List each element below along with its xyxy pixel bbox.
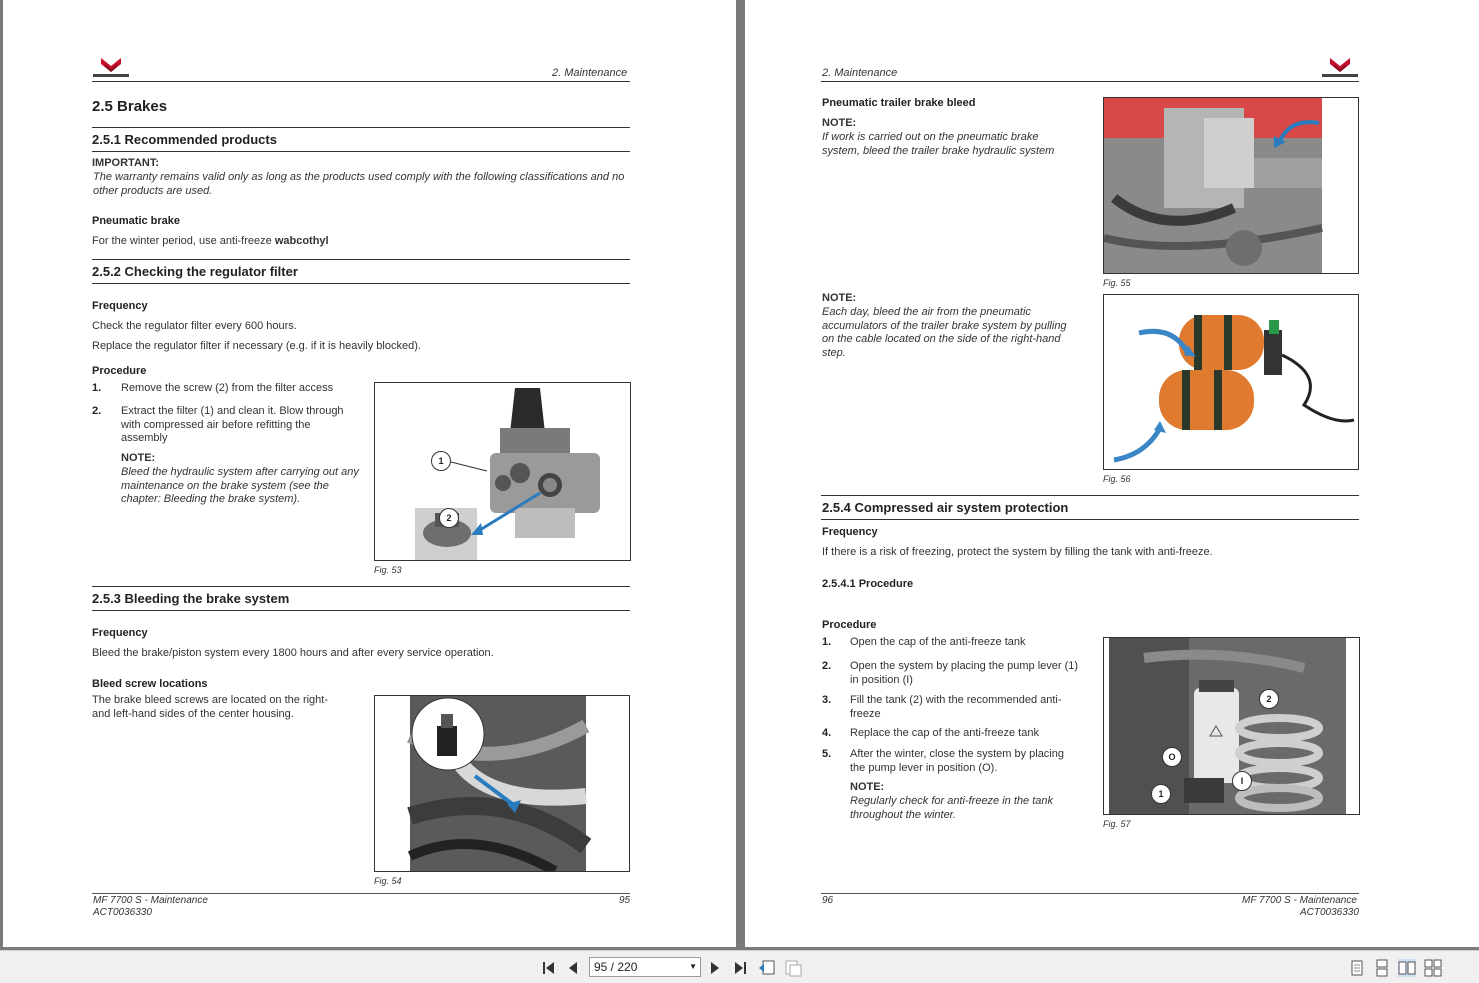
antifreeze-tank-image (1104, 638, 1359, 814)
figure-56-air-accumulators (1103, 294, 1359, 470)
figure-55-trailer-brake (1103, 97, 1359, 274)
subsection-title-251: 2.5.1 Recommended products (92, 132, 277, 147)
divider (92, 610, 630, 611)
step-text: After the winter, close the system by placing the pump lever in position (O). (850, 748, 1064, 774)
last-page-icon[interactable] (731, 959, 749, 977)
go-forward-view-icon[interactable] (784, 959, 802, 977)
callout-I: I (1232, 771, 1252, 791)
step-number: 2. (822, 660, 832, 672)
divider (821, 519, 1359, 520)
footer-code: ACT0036330 (93, 907, 152, 918)
figure-caption: Fig. 57 (1103, 819, 1131, 829)
figure-53-regulator-filter (374, 382, 631, 561)
page-number: 96 (822, 895, 834, 906)
massey-ferguson-logo (91, 56, 131, 78)
footer-model: MF 7700 S - Maintenance (1242, 895, 1357, 906)
bleed-screw-image (375, 696, 629, 871)
footer-rule (92, 893, 630, 894)
callout-1: 1 (1151, 784, 1171, 804)
note-label: NOTE: (822, 292, 857, 304)
previous-page-icon[interactable] (564, 959, 582, 977)
divider (92, 259, 630, 260)
figure-54-bleed-screw (374, 695, 630, 872)
subsection-title-253: 2.5.3 Bleeding the brake system (92, 591, 290, 606)
first-page-icon[interactable] (540, 959, 558, 977)
bleed-screw-text: The brake bleed screws are located on the right- and left-hand sides of the center housing. (92, 694, 329, 720)
frequency-title: Frequency (92, 300, 148, 312)
note-text: If work is carried out on the pneumatic brake system, bleed the trailer brake hydraulic system (822, 131, 1055, 157)
step-text: Replace the cap of the anti-freeze tank (850, 727, 1039, 739)
frequency-text: Replace the regulator filter if necessary (e.g. if it is heavily blocked). (92, 340, 421, 352)
two-page-continuous-icon[interactable] (1424, 959, 1442, 977)
frequency-text: If there is a risk of freezing, protect the system by filling the tank with anti-freeze. (822, 546, 1213, 558)
step-number: 1. (822, 636, 832, 648)
regulator-filter-image (375, 383, 630, 560)
subsection-title-252: 2.5.2 Checking the regulator filter (92, 264, 298, 279)
frequency-title: Frequency (92, 627, 148, 639)
step-number: 2. (92, 405, 102, 417)
procedure-title: Procedure (822, 619, 877, 631)
bleed-screw-title: Bleed screw locations (92, 678, 208, 690)
callout-2: 2 (1259, 689, 1279, 709)
note-text: Each day, bleed the air from the pneumatic accumulators of the trailer brake system by pulling on the cable located on the side of the right-hand step. (822, 306, 1067, 359)
divider (92, 283, 630, 284)
go-back-view-icon[interactable] (758, 959, 776, 977)
note-text: Regularly check for anti-freeze in the tank throughout the winter. (850, 795, 1053, 821)
important-label: IMPORTANT: (92, 157, 160, 169)
callout-1: 1 (431, 451, 451, 471)
single-page-view-icon[interactable] (1348, 959, 1366, 977)
divider (92, 586, 630, 587)
subsection-title-254: 2.5.4 Compressed air system protection (822, 500, 1069, 515)
step-number: 3. (822, 694, 832, 706)
subsubsection-title-2541: 2.5.4.1 Procedure (822, 578, 914, 590)
page-indicator-text: 95 / 220 (594, 960, 638, 974)
callout-O: O (1162, 747, 1182, 767)
figure-caption: Fig. 53 (374, 565, 402, 575)
section-title: 2.5 Brakes (92, 98, 168, 115)
trailer-brake-valve-image (1104, 98, 1358, 273)
divider (92, 151, 630, 152)
massey-ferguson-logo (1320, 56, 1360, 78)
note-label: NOTE: (121, 452, 156, 464)
frequency-text: Bleed the brake/piston system every 1800 hours and after every service operation. (92, 647, 494, 659)
divider (92, 127, 630, 128)
continuous-view-icon[interactable] (1373, 959, 1391, 977)
page-number: 95 (619, 895, 631, 906)
footer-rule (821, 893, 1359, 894)
pneumatic-brake-title: Pneumatic brake (92, 215, 181, 227)
trailer-brake-title: Pneumatic trailer brake bleed (822, 97, 976, 109)
pneumatic-brake-text: For the winter period, use anti-freeze wabcothyl (92, 235, 329, 247)
step-text: Open the system by placing the pump lever (1) in position (I) (850, 660, 1079, 686)
footer-model: MF 7700 S - Maintenance (93, 895, 208, 906)
chapter-header: 2. Maintenance (822, 67, 898, 79)
air-accumulators-image (1104, 295, 1358, 469)
next-page-icon[interactable] (706, 959, 724, 977)
step-text: Fill the tank (2) with the recommended anti-freeze (850, 694, 1062, 720)
note-label: NOTE: (822, 117, 857, 129)
note-text: Bleed the hydraulic system after carrying out any maintenance on the brake system (see the chapter: Bleeding the brake system). (121, 466, 359, 505)
header-rule (821, 81, 1359, 82)
figure-caption: Fig. 56 (1103, 474, 1131, 484)
important-text: The warranty remains valid only as long as the products used comply with the following classifications and no other products are used. (93, 171, 625, 197)
navigation-toolbar (0, 950, 1479, 983)
step-number: 4. (822, 727, 832, 739)
figure-caption: Fig. 55 (1103, 278, 1131, 288)
figure-57-antifreeze-tank (1103, 637, 1360, 815)
step-text: Extract the filter (1) and clean it. Blow through with compressed air before refitting the assembly (121, 405, 344, 444)
step-number: 5. (822, 748, 832, 760)
frequency-text: Check the regulator filter every 600 hours. (92, 320, 297, 332)
procedure-title: Procedure (92, 365, 147, 377)
chapter-header: 2. Maintenance (552, 67, 628, 79)
page-number-input[interactable] (589, 957, 701, 977)
frequency-title: Frequency (822, 526, 878, 538)
page-96 (745, 0, 1479, 947)
note-label: NOTE: (850, 781, 885, 793)
chevron-down-icon[interactable]: ▼ (689, 962, 697, 971)
footer-code: ACT0036330 (1300, 907, 1359, 918)
step-number: 1. (92, 382, 102, 394)
header-rule (92, 81, 630, 82)
divider (821, 495, 1359, 496)
page-95 (3, 0, 736, 947)
step-text: Open the cap of the anti-freeze tank (850, 636, 1026, 648)
callout-2: 2 (439, 508, 459, 528)
step-text: Remove the screw (2) from the filter access (121, 382, 334, 394)
figure-caption: Fig. 54 (374, 876, 402, 886)
two-page-view-icon[interactable] (1398, 959, 1416, 977)
